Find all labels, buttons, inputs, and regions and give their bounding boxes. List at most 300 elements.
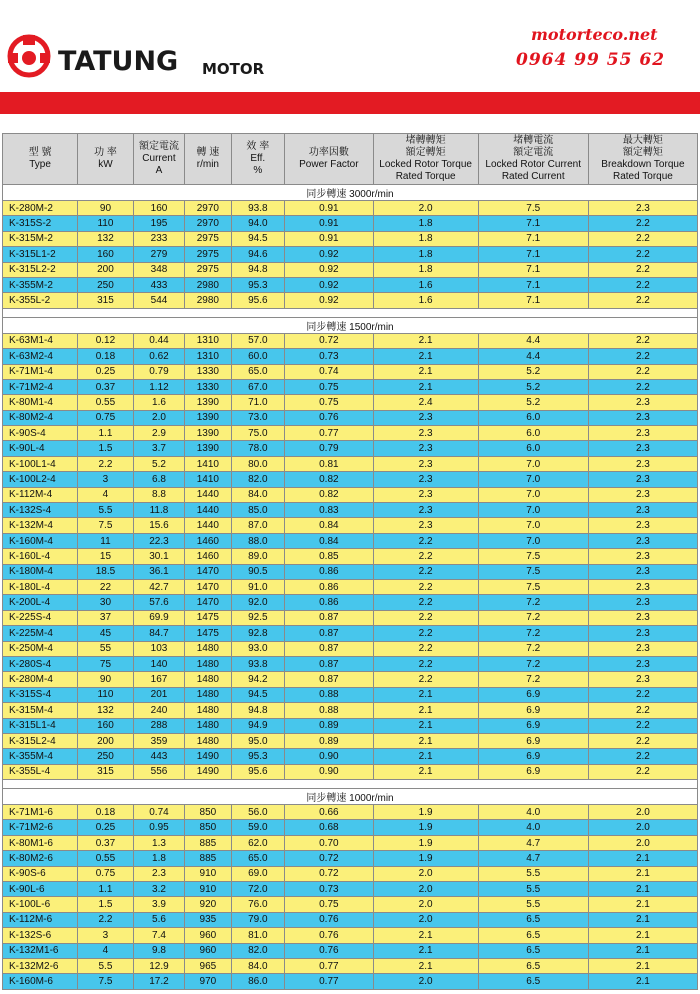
table-cell: 0.88 <box>285 687 374 702</box>
table-cell: 92.5 <box>231 610 285 625</box>
table-cell: K-80M2-4 <box>3 410 78 425</box>
table-cell: 0.87 <box>285 656 374 671</box>
table-cell: 103 <box>133 641 184 656</box>
table-cell: 6.8 <box>133 472 184 487</box>
table-cell: 160 <box>78 247 134 262</box>
table-cell: 0.75 <box>285 379 374 394</box>
table-cell: 2.2 <box>588 749 697 764</box>
column-header-line: Eff. <box>250 153 266 164</box>
table-cell: 2.1 <box>588 882 697 897</box>
table-cell: 0.76 <box>285 410 374 425</box>
table-cell: 1470 <box>185 595 231 610</box>
table-cell: 1490 <box>185 749 231 764</box>
table-cell: 1.8 <box>373 231 478 246</box>
table-cell: 2.0 <box>373 201 478 216</box>
section-spacer <box>3 780 698 789</box>
table-row <box>3 564 698 579</box>
table-cell: 0.75 <box>285 897 374 912</box>
table-cell: 1410 <box>185 456 231 471</box>
table-cell: 1.9 <box>373 851 478 866</box>
table-row <box>3 364 698 379</box>
table-cell: K-355L-4 <box>3 764 78 779</box>
table-cell: K-90L-6 <box>3 882 78 897</box>
tatung-logo-icon <box>6 33 52 79</box>
section-title: 同步轉速 1500r/min <box>3 317 698 333</box>
table-cell: 59.0 <box>231 820 285 835</box>
table-cell: 0.70 <box>285 835 374 850</box>
table-cell: 1.8 <box>373 247 478 262</box>
table-cell: 1440 <box>185 487 231 502</box>
table-cell: K-315S-2 <box>3 216 78 231</box>
table-cell: 2.3 <box>373 456 478 471</box>
table-cell: 7.2 <box>478 626 588 641</box>
table-row <box>3 277 698 292</box>
table-row <box>3 866 698 881</box>
table-cell: 240 <box>133 703 184 718</box>
table-cell: 1470 <box>185 564 231 579</box>
table-cell: 0.90 <box>285 749 374 764</box>
table-cell: 7.0 <box>478 472 588 487</box>
table-cell: 2980 <box>185 277 231 292</box>
table-cell: 850 <box>185 805 231 820</box>
table-cell: K-355L-2 <box>3 293 78 308</box>
table-cell: 1.8 <box>373 262 478 277</box>
table-cell: K-355M-2 <box>3 277 78 292</box>
table-cell: 1.8 <box>373 216 478 231</box>
table-cell: K-180L-4 <box>3 579 78 594</box>
table-cell: 2.1 <box>588 912 697 927</box>
table-cell: 2.3 <box>373 503 478 518</box>
table-cell: 0.87 <box>285 610 374 625</box>
table-cell: K-71M2-6 <box>3 820 78 835</box>
table-cell: K-280S-4 <box>3 656 78 671</box>
table-cell: 1410 <box>185 472 231 487</box>
table-cell: 1.5 <box>78 897 134 912</box>
table-cell: 2.2 <box>588 216 697 231</box>
table-cell: K-160M-4 <box>3 533 78 548</box>
table-cell: 2.1 <box>588 958 697 973</box>
table-cell: 110 <box>78 687 134 702</box>
table-row <box>3 426 698 441</box>
table-cell: 885 <box>185 851 231 866</box>
table-cell: 2.1 <box>373 958 478 973</box>
table-cell: 140 <box>133 656 184 671</box>
table-cell: 6.5 <box>478 912 588 927</box>
table-cell: 2.2 <box>588 333 697 348</box>
table-cell: 1.6 <box>133 395 184 410</box>
table-cell: 2.1 <box>373 379 478 394</box>
table-cell: 0.79 <box>133 364 184 379</box>
table-cell: 2.3 <box>588 549 697 564</box>
section-header-row <box>3 317 698 333</box>
table-cell: K-315M-4 <box>3 703 78 718</box>
table-cell: 0.76 <box>285 912 374 927</box>
table-cell: 7.0 <box>478 456 588 471</box>
table-cell: 5.6 <box>133 912 184 927</box>
table-cell: 2.0 <box>373 912 478 927</box>
table-cell: K-250M-4 <box>3 641 78 656</box>
table-cell: 2.2 <box>373 579 478 594</box>
table-cell: 2.3 <box>133 866 184 881</box>
table-cell: 2.0 <box>588 835 697 850</box>
table-cell: K-112M-4 <box>3 487 78 502</box>
table-cell: K-200L-4 <box>3 595 78 610</box>
table-cell: 30 <box>78 595 134 610</box>
table-cell: 94.9 <box>231 718 285 733</box>
table-cell: K-225S-4 <box>3 610 78 625</box>
table-cell: 0.77 <box>285 426 374 441</box>
table-cell: 433 <box>133 277 184 292</box>
table-cell: 94.0 <box>231 216 285 231</box>
table-cell: 18.5 <box>78 564 134 579</box>
table-row <box>3 410 698 425</box>
column-header-line: 額定電流 <box>138 141 179 152</box>
table-cell: 0.86 <box>285 564 374 579</box>
table-cell: 94.5 <box>231 231 285 246</box>
table-cell: 910 <box>185 882 231 897</box>
table-cell: 0.55 <box>78 395 134 410</box>
table-cell: 960 <box>185 928 231 943</box>
table-cell: 5.5 <box>478 882 588 897</box>
table-cell: 2.2 <box>588 379 697 394</box>
table-cell: 2980 <box>185 293 231 308</box>
table-cell: 5.2 <box>478 379 588 394</box>
table-cell: K-90L-4 <box>3 441 78 456</box>
table-cell: 0.72 <box>285 851 374 866</box>
table-cell: 4.0 <box>478 820 588 835</box>
table-cell: 2.2 <box>588 687 697 702</box>
table-cell: 57.0 <box>231 333 285 348</box>
table-cell: 95.3 <box>231 749 285 764</box>
table-cell: 1480 <box>185 672 231 687</box>
table-row <box>3 733 698 748</box>
column-header-line: 功 率 <box>94 147 117 158</box>
table-cell: 1460 <box>185 549 231 564</box>
table-cell: 2.2 <box>588 718 697 733</box>
table-cell: 0.18 <box>78 349 134 364</box>
table-cell: 95.3 <box>231 277 285 292</box>
table-cell: 4.7 <box>478 835 588 850</box>
table-cell: 0.82 <box>285 487 374 502</box>
table-cell: 2.2 <box>78 912 134 927</box>
table-cell: 359 <box>133 733 184 748</box>
table-cell: 0.82 <box>285 472 374 487</box>
table-cell: 0.81 <box>285 456 374 471</box>
table-cell: 91.0 <box>231 579 285 594</box>
table-cell: 2.0 <box>373 882 478 897</box>
table-row <box>3 231 698 246</box>
table-cell: 195 <box>133 216 184 231</box>
table-cell: 90 <box>78 201 134 216</box>
table-cell: 5.2 <box>478 364 588 379</box>
table-cell: 2.1 <box>588 928 697 943</box>
table-cell: K-63M2-4 <box>3 349 78 364</box>
table-cell: 4.0 <box>478 805 588 820</box>
table-cell: K-100L1-4 <box>3 456 78 471</box>
table-row <box>3 958 698 973</box>
table-cell: 6.5 <box>478 928 588 943</box>
column-header-line: 效 率 <box>246 141 270 152</box>
table-row <box>3 641 698 656</box>
table-row <box>3 749 698 764</box>
table-cell: 73.0 <box>231 410 285 425</box>
table-cell: 0.62 <box>133 349 184 364</box>
table-cell: 315 <box>78 764 134 779</box>
table-cell: 0.92 <box>285 277 374 292</box>
table-cell: 1.1 <box>78 882 134 897</box>
table-cell: 233 <box>133 231 184 246</box>
table-cell: 93.0 <box>231 641 285 656</box>
table-cell: 0.37 <box>78 379 134 394</box>
table-cell: 2.0 <box>588 820 697 835</box>
table-cell: 3.7 <box>133 441 184 456</box>
table-cell: 93.8 <box>231 201 285 216</box>
table-cell: 7.4 <box>133 928 184 943</box>
column-header-line: 堵轉轉矩 <box>405 135 446 146</box>
table-cell: 2.3 <box>373 410 478 425</box>
table-cell: 4.4 <box>478 333 588 348</box>
table-cell: 2.2 <box>588 231 697 246</box>
brand-name: TATUNG <box>58 46 179 77</box>
table-cell: 0.75 <box>78 410 134 425</box>
table-cell: 11.8 <box>133 503 184 518</box>
table-row <box>3 549 698 564</box>
table-cell: 7.5 <box>478 564 588 579</box>
table-cell: 201 <box>133 687 184 702</box>
table-cell: 2.2 <box>588 277 697 292</box>
table-cell: 2.3 <box>373 441 478 456</box>
table-cell: 2.1 <box>373 703 478 718</box>
column-header-line: 堵轉電流 <box>513 135 554 146</box>
table-cell: K-80M1-4 <box>3 395 78 410</box>
table-cell: 7.5 <box>478 579 588 594</box>
column-header <box>285 134 374 185</box>
table-cell: 2.1 <box>373 928 478 943</box>
table-row <box>3 718 698 733</box>
column-header-line: Current <box>142 153 176 164</box>
table-row <box>3 201 698 216</box>
table-cell: 935 <box>185 912 231 927</box>
table-cell: 84.7 <box>133 626 184 641</box>
table-row <box>3 851 698 866</box>
table-cell: 0.87 <box>285 672 374 687</box>
table-cell: 11 <box>78 533 134 548</box>
table-cell: 81.0 <box>231 928 285 943</box>
column-header-line: 最大轉矩 <box>622 135 663 146</box>
table-cell: 15.6 <box>133 518 184 533</box>
table-cell: 1.6 <box>373 277 478 292</box>
table-cell: 0.25 <box>78 364 134 379</box>
table-cell: 920 <box>185 897 231 912</box>
table-cell: 1330 <box>185 364 231 379</box>
table-cell: 0.87 <box>285 641 374 656</box>
table-cell: 69.0 <box>231 866 285 881</box>
table-cell: 2.3 <box>588 626 697 641</box>
section-title: 同步轉速 3000r/min <box>3 185 698 201</box>
column-header-line: Type <box>29 159 51 170</box>
table-cell: 7.1 <box>478 231 588 246</box>
table-cell: K-71M1-4 <box>3 364 78 379</box>
table-cell: 2.1 <box>588 851 697 866</box>
table-cell: 0.92 <box>285 247 374 262</box>
table-cell: 2.2 <box>588 364 697 379</box>
table-cell: 0.75 <box>78 866 134 881</box>
table-cell: 4.4 <box>478 349 588 364</box>
table-cell: 2.3 <box>588 656 697 671</box>
table-row <box>3 518 698 533</box>
table-cell: 2.3 <box>588 579 697 594</box>
table-cell: 2.1 <box>373 943 478 958</box>
table-cell: 88.0 <box>231 533 285 548</box>
table-cell: 7.5 <box>478 201 588 216</box>
table-cell: 1330 <box>185 379 231 394</box>
column-header <box>588 134 697 185</box>
table-cell: 1490 <box>185 764 231 779</box>
table-cell: 0.12 <box>78 333 134 348</box>
table-cell: 0.87 <box>285 626 374 641</box>
table-cell: K-280M-4 <box>3 672 78 687</box>
table-row <box>3 262 698 277</box>
table-cell: 5.5 <box>78 503 134 518</box>
table-cell: 1390 <box>185 441 231 456</box>
table-cell: 2.0 <box>373 866 478 881</box>
motor-spec-table <box>2 133 698 990</box>
table-cell: 7.1 <box>478 293 588 308</box>
table-cell: 2.3 <box>373 426 478 441</box>
table-cell: 2.3 <box>588 426 697 441</box>
table-cell: 1.1 <box>78 426 134 441</box>
table-cell: 95.6 <box>231 293 285 308</box>
table-cell: 0.18 <box>78 805 134 820</box>
table-cell: 42.7 <box>133 579 184 594</box>
table-cell: 1480 <box>185 687 231 702</box>
table-row <box>3 764 698 779</box>
table-cell: 2975 <box>185 231 231 246</box>
table-cell: 2.1 <box>373 364 478 379</box>
table-cell: 7.2 <box>478 672 588 687</box>
table-cell: 5.5 <box>478 897 588 912</box>
table-cell: 0.86 <box>285 579 374 594</box>
table-cell: 885 <box>185 835 231 850</box>
table-row <box>3 656 698 671</box>
table-row <box>3 882 698 897</box>
table-row <box>3 379 698 394</box>
column-header <box>78 134 134 185</box>
table-cell: 110 <box>78 216 134 231</box>
table-cell: 78.0 <box>231 441 285 456</box>
table-cell: 1.6 <box>373 293 478 308</box>
table-cell: 2.2 <box>373 656 478 671</box>
table-cell: 69.9 <box>133 610 184 625</box>
column-header-line: 額定轉矩 <box>405 147 446 158</box>
table-cell: 348 <box>133 262 184 277</box>
table-cell: 2970 <box>185 216 231 231</box>
section-spacer <box>3 308 698 317</box>
table-cell: 6.9 <box>478 764 588 779</box>
table-cell: 7.2 <box>478 610 588 625</box>
table-header-row <box>3 134 698 185</box>
table-cell: 2.9 <box>133 426 184 441</box>
table-cell: 76.0 <box>231 897 285 912</box>
column-header-line: 額定轉矩 <box>622 147 663 158</box>
table-cell: 0.85 <box>285 549 374 564</box>
column-header-line: 轉 速 <box>196 147 220 158</box>
column-header-line: Locked Rotor Current <box>485 159 582 170</box>
table-cell: K-100L2-4 <box>3 472 78 487</box>
table-cell: 1390 <box>185 410 231 425</box>
table-cell: K-71M2-4 <box>3 379 78 394</box>
page-header <box>0 0 700 92</box>
table-cell: 315 <box>78 293 134 308</box>
table-cell: 0.44 <box>133 333 184 348</box>
table-cell: 279 <box>133 247 184 262</box>
table-cell: 60.0 <box>231 349 285 364</box>
table-cell: 7.0 <box>478 503 588 518</box>
table-cell: 6.5 <box>478 943 588 958</box>
table-cell: 22.3 <box>133 533 184 548</box>
table-cell: 1475 <box>185 626 231 641</box>
table-cell: 2.2 <box>588 349 697 364</box>
table-cell: 0.74 <box>285 364 374 379</box>
table-cell: 56.0 <box>231 805 285 820</box>
column-header-line: Rated Current <box>501 171 565 182</box>
column-header-line: Locked Rotor Torque <box>379 159 472 170</box>
table-cell: 85.0 <box>231 503 285 518</box>
table-cell: 95.6 <box>231 764 285 779</box>
table-cell: 75 <box>78 656 134 671</box>
table-cell: 71.0 <box>231 395 285 410</box>
table-cell: 1460 <box>185 533 231 548</box>
table-cell: K-63M1-4 <box>3 333 78 348</box>
column-header <box>478 134 588 185</box>
column-header-line: A <box>155 165 163 176</box>
table-cell: 2.1 <box>588 897 697 912</box>
red-banner <box>0 92 700 114</box>
table-cell: 2.3 <box>588 456 697 471</box>
table-row <box>3 610 698 625</box>
table-row <box>3 333 698 348</box>
table-cell: 0.66 <box>285 805 374 820</box>
table-row <box>3 595 698 610</box>
table-cell: 2975 <box>185 262 231 277</box>
table-cell: 5.2 <box>478 395 588 410</box>
table-cell: K-315L2-4 <box>3 733 78 748</box>
table-body <box>3 185 698 990</box>
table-cell: 7.1 <box>478 247 588 262</box>
table-cell: 1.9 <box>373 820 478 835</box>
table-cell: 160 <box>133 201 184 216</box>
table-cell: 0.37 <box>78 835 134 850</box>
table-cell: 910 <box>185 866 231 881</box>
table-cell: 2.2 <box>588 733 697 748</box>
table-cell: 5.2 <box>133 456 184 471</box>
table-cell: 7.0 <box>478 518 588 533</box>
table-cell: 80.0 <box>231 456 285 471</box>
table-cell: 1470 <box>185 579 231 594</box>
table-row <box>3 687 698 702</box>
table-cell: 2.4 <box>373 395 478 410</box>
table-cell: 0.90 <box>285 764 374 779</box>
table-row <box>3 293 698 308</box>
table-row <box>3 974 698 989</box>
table-cell: 72.0 <box>231 882 285 897</box>
table-cell: 2.1 <box>373 349 478 364</box>
table-cell: 0.77 <box>285 958 374 973</box>
table-cell: 89.0 <box>231 549 285 564</box>
table-cell: 95.0 <box>231 733 285 748</box>
table-row <box>3 897 698 912</box>
table-cell: 2.1 <box>588 943 697 958</box>
